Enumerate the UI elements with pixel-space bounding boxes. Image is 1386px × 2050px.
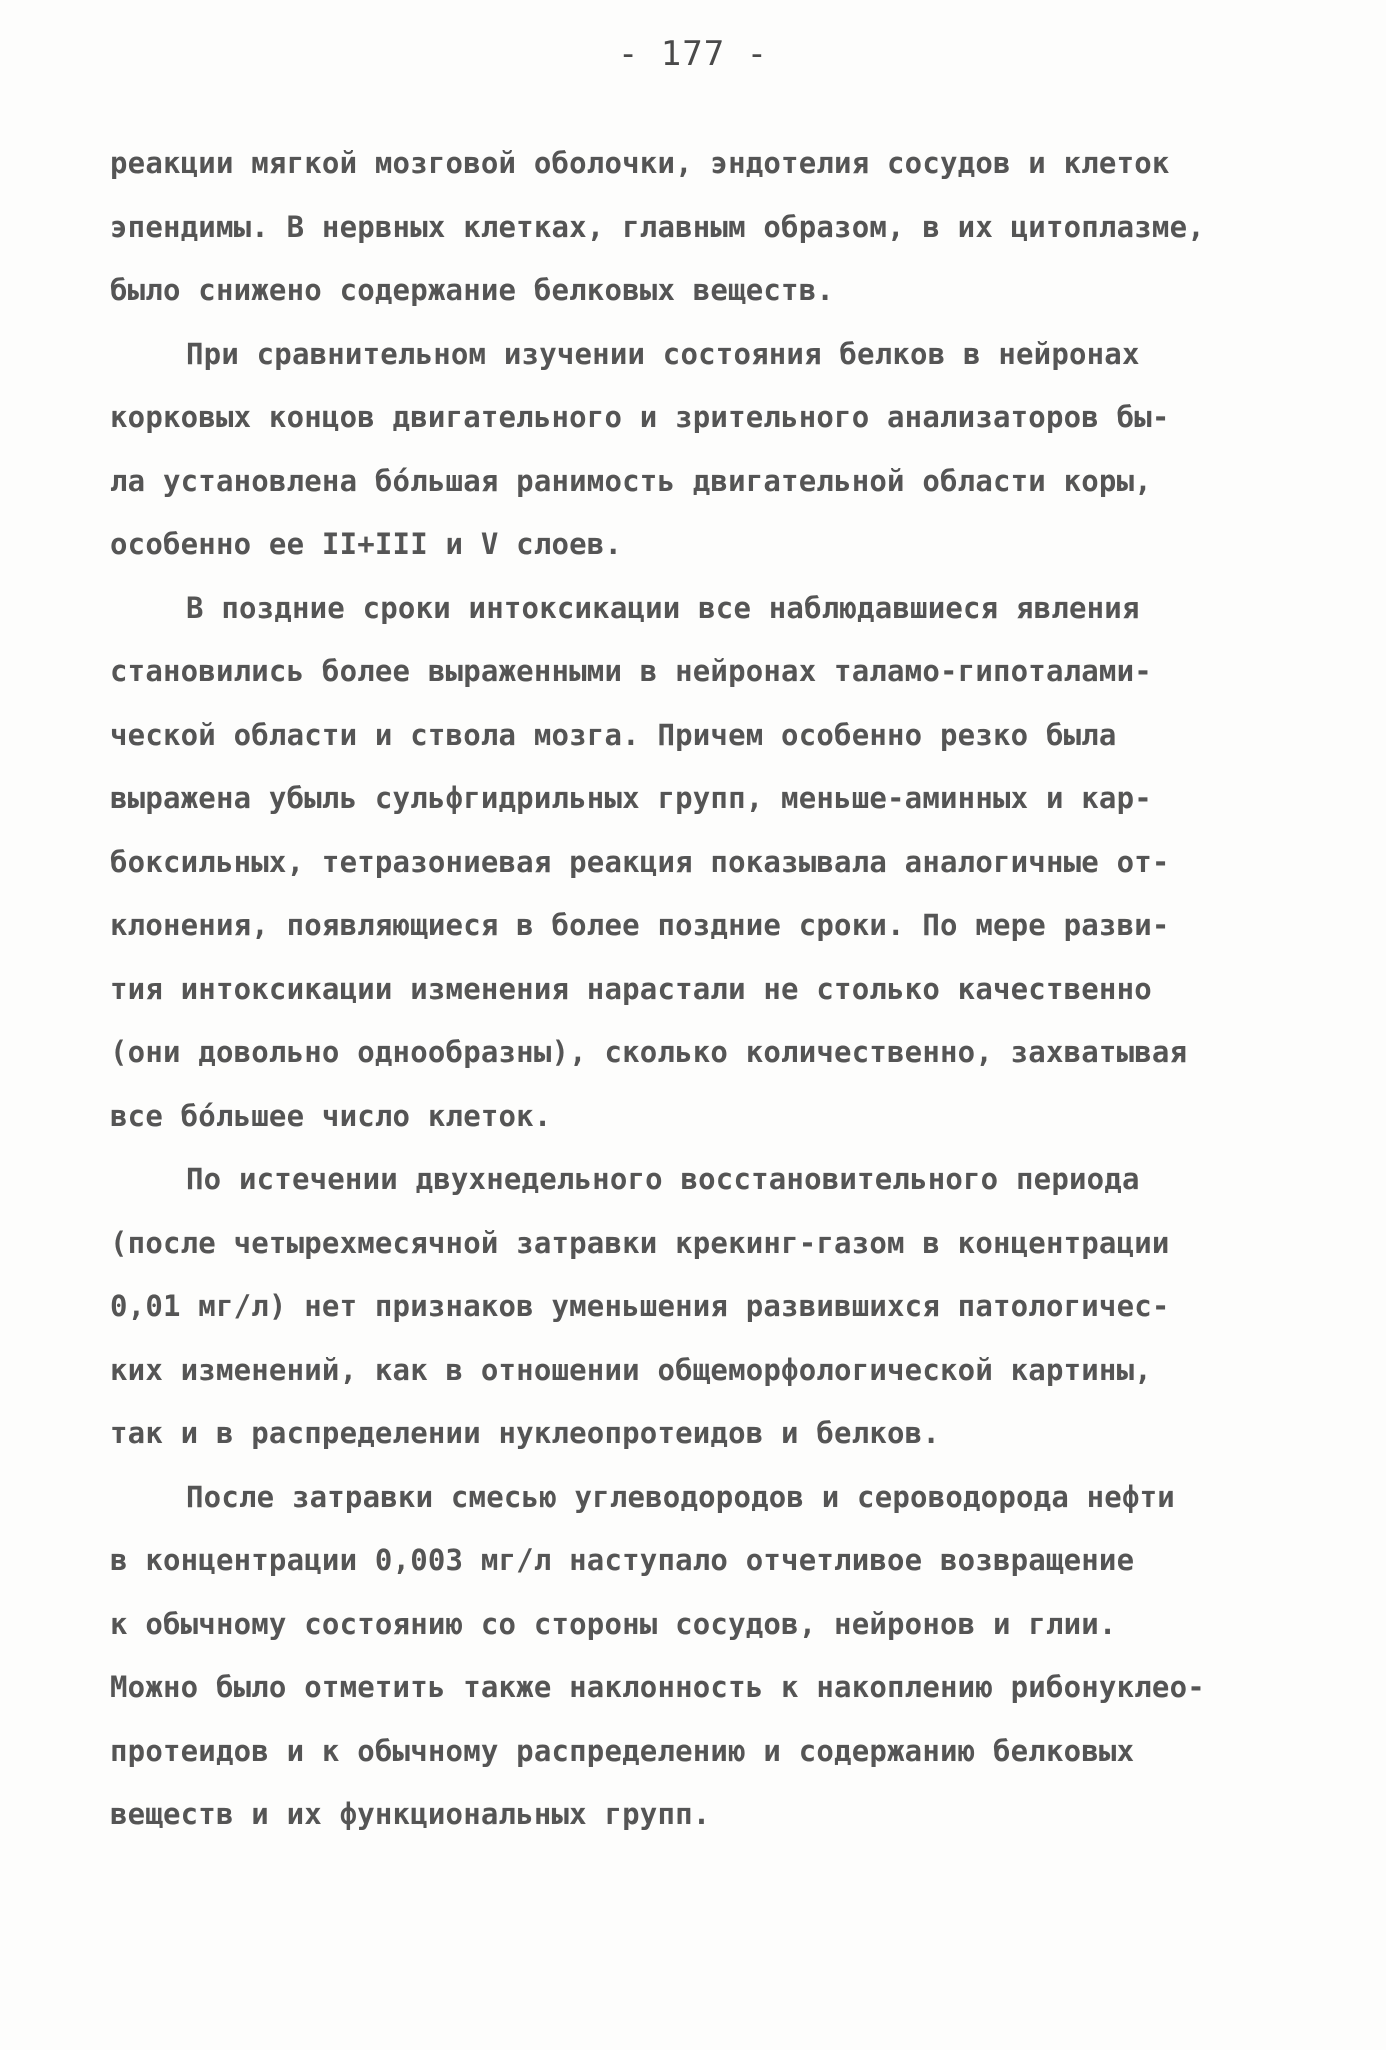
text-line: (они довольно однообразны), сколько количественно, захватывая — [110, 1035, 1188, 1069]
text-line: ла установлена бо́льшая ранимость двигательной области коры, — [110, 463, 1152, 498]
paragraph — [110, 1466, 1290, 1847]
text-line: тия интоксикации изменения нарастали не столько качественно — [110, 971, 1152, 1006]
text-line: особенно ее II+III и V слоев. — [110, 527, 623, 561]
paragraph — [110, 132, 1290, 323]
text-line: реакции мягкой мозговой оболочки, эндотелия сосудов и клеток — [110, 146, 1170, 180]
text-line: 0,01 мг/л) нет признаков уменьшения развившихся патологичес- — [110, 1289, 1170, 1323]
text-line: ческой области и ствола мозга. Причем особенно резко была — [110, 717, 1117, 752]
text-line: Можно было отметить также наклонность к накоплению рибонуклео- — [110, 1670, 1205, 1704]
text-line: (после четырехмесячной затравки крекинг-газом в концентрации — [110, 1225, 1170, 1260]
page-number: - 177 - — [617, 34, 769, 74]
text-line: корковых концов двигательного и зрительного анализаторов бы- — [110, 400, 1170, 434]
text-line: было снижено содержание белковых веществ. — [110, 273, 835, 307]
text-line: в концентрации 0,003 мг/л наступало отчетливое возвращение — [110, 1543, 1135, 1577]
text-line: После затравки смесью углеводородов и сероводорода нефти — [186, 1479, 1175, 1514]
text-line: эпендимы. В нервных клетках, главным образом, в их цитоплазме, — [110, 209, 1205, 244]
body-text — [110, 132, 1290, 1847]
text-line: протеидов и к обычному распределению и содержанию белковых — [110, 1733, 1135, 1768]
text-line: становились более выраженными в нейронах таламо-гипоталами- — [110, 654, 1152, 688]
text-line: При сравнительном изучении состояния белков в нейронах — [186, 336, 1140, 371]
paragraph — [110, 323, 1290, 577]
text-line: выражена убыль сульфгидрильных групп, меньше-аминных и кар- — [110, 781, 1152, 815]
text-line: так и в распределении нуклеопротеидов и белков. — [110, 1416, 940, 1450]
text-line: все бо́льшее число клеток. — [110, 1098, 552, 1133]
text-line: По истечении двухнедельного восстановительного периода — [186, 1162, 1140, 1196]
text-line: веществ и их функциональных групп. — [110, 1797, 711, 1831]
text-line: ких изменений, как в отношении общеморфологической картины, — [110, 1352, 1152, 1387]
paragraph — [110, 1148, 1290, 1466]
text-line: В поздние сроки интоксикации все наблюдавшиеся явления — [186, 590, 1140, 625]
paragraph — [110, 577, 1290, 1149]
text-line: клонения, появляющиеся в более поздние сроки. По мере разви- — [110, 908, 1170, 942]
text-line: боксильных, тетразониевая реакция показывала аналогичные от- — [110, 844, 1170, 879]
text-line: к обычному состоянию со стороны сосудов, нейронов и глии. — [110, 1606, 1117, 1641]
